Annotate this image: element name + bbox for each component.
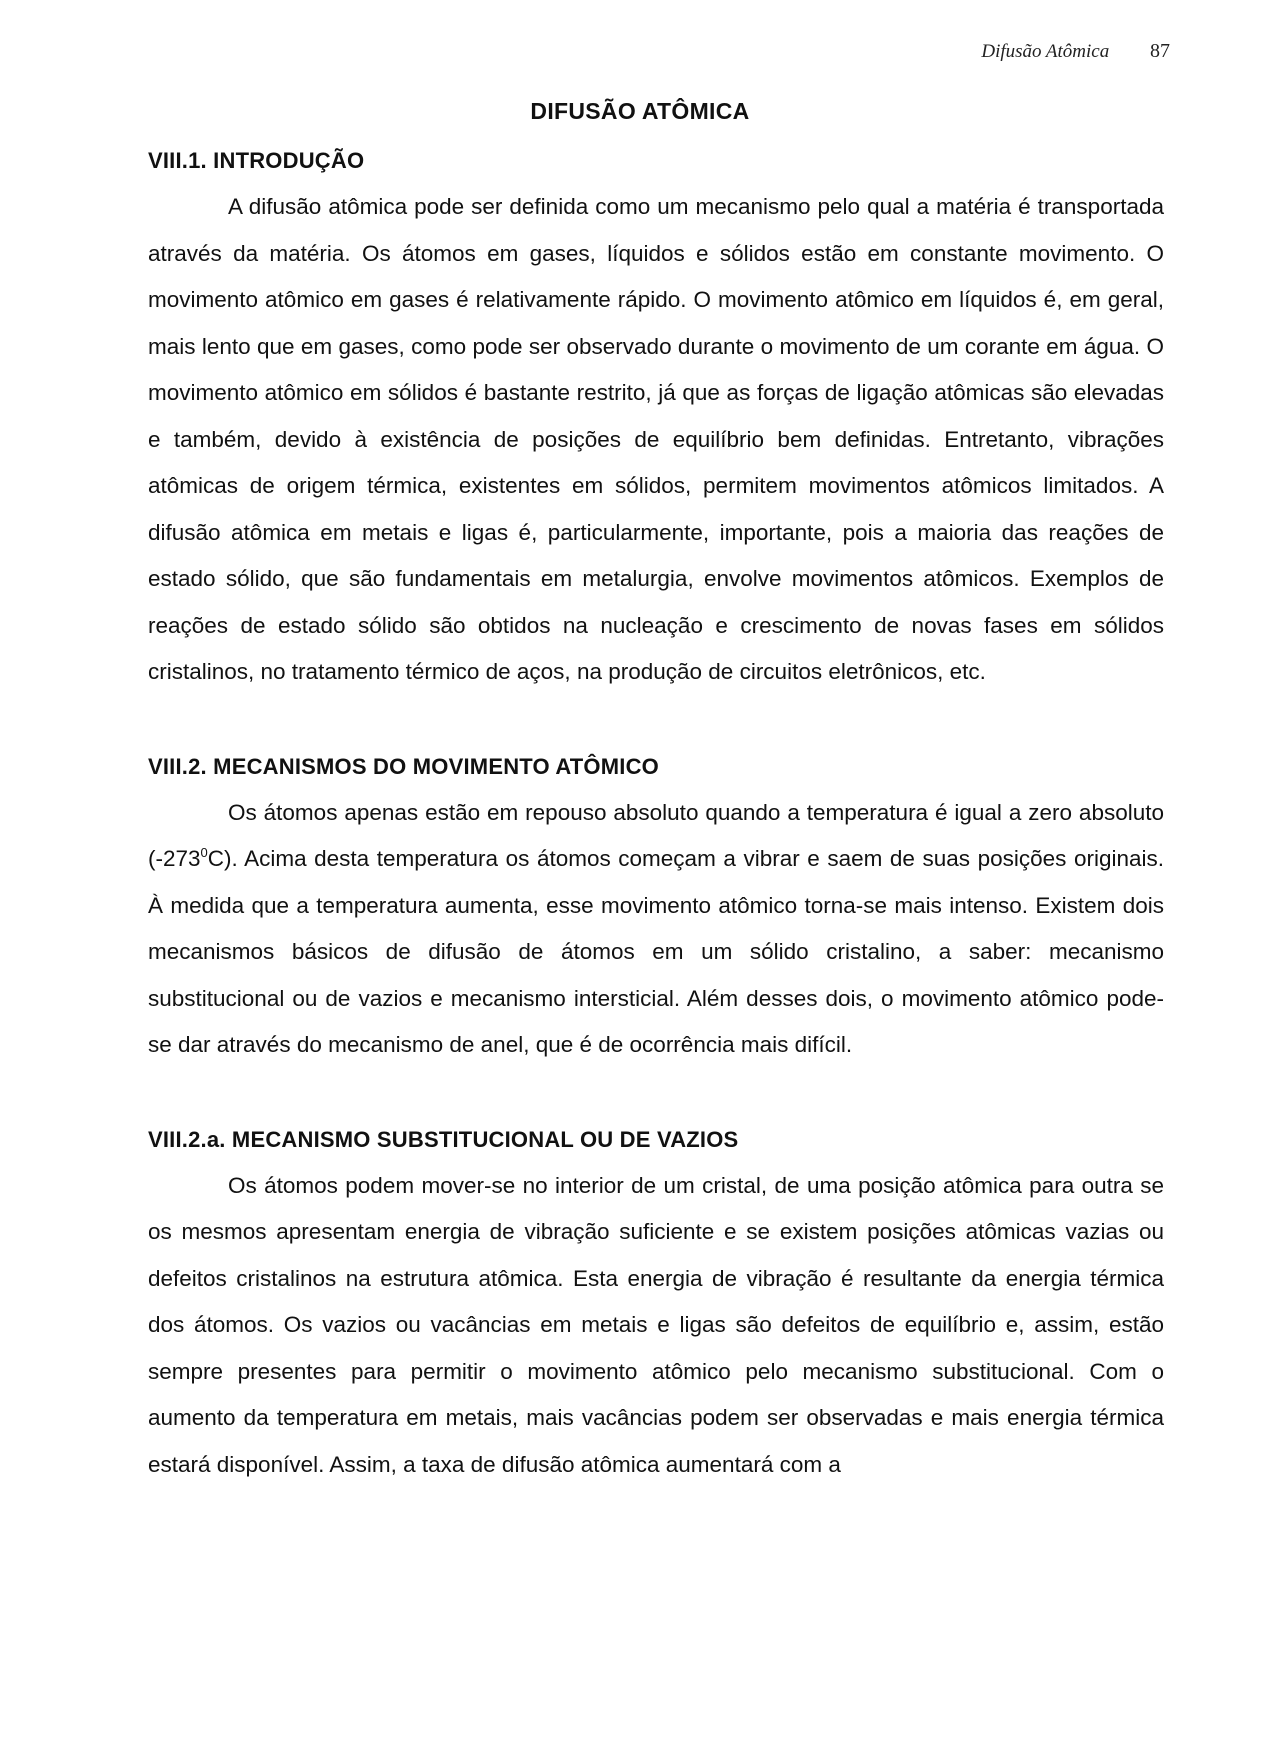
section-mechanisms bbox=[148, 744, 1164, 1069]
running-header bbox=[981, 40, 1170, 63]
paragraph-text: Os átomos apenas estão em repouso absoluto quando a temperatura é igual a zero absoluto (-273 bbox=[148, 799, 1164, 871]
running-title: Difusão Atômica bbox=[981, 41, 1110, 62]
section-introduction bbox=[148, 138, 1164, 696]
paragraph-text: C). Acima desta temperatura os átomos começam a vibrar e saem de suas posições originais. À medida que a temperatura aumenta, esse movimento atômico torna-se mais intenso. Existem dois mecanismos básicos de difusão de átomos em um sólido cristalino, a saber: mecanismo substitucional ou de vazios e mecanismo intersticial. Além desses dois, o movimento atômico pode-se dar através do mecanismo de anel, que é de ocorrência mais difícil. bbox=[148, 846, 1164, 1057]
section-heading: VIII.2.a. MECANISMO SUBSTITUCIONAL OU DE VAZIOS bbox=[148, 1126, 739, 1152]
section-spacer bbox=[148, 1069, 1164, 1117]
section-heading: VIII.2. MECANISMOS DO MOVIMENTO ATÔMICO bbox=[148, 753, 659, 779]
section-paragraph: A difusão atômica pode ser definida como um mecanismo pelo qual a matéria é transportada através da matéria. Os átomos em gases, líquidos e sólidos estão em constante movimento. O movimento atômico em gases é relativamente rápido. O movimento atômico em líquidos é, em geral, mais lento que em gases, como pode ser observado durante o movimento de um corante em água. O movimento atômico em sólidos é bastante restrito, já que as forças de ligação atômicas são elevadas e também, devido à existência de posições de equilíbrio bem definidas. Entretanto, vibrações atômicas de origem térmica, existentes em sólidos, permitem movimentos atômicos limitados. A difusão atômica em metais e ligas é, particularmente, importante, pois a maioria das reações de estado sólido, que são fundamentais em metalurgia, envolve movimentos atômicos. Exemplos de reações de estado sólido são obtidos na nucleação e crescimento de novas fases em sólidos cristalinos, no tratamento térmico de aços, na produção de circuitos eletrônicos, etc. bbox=[148, 194, 1164, 684]
section-heading: VIII.1. INTRODUÇÃO bbox=[148, 148, 365, 173]
page-number: 87 bbox=[1150, 40, 1170, 62]
degree-superscript: 0 bbox=[200, 845, 208, 860]
document-title: DIFUSÃO ATÔMICA bbox=[530, 98, 750, 124]
section-spacer bbox=[148, 696, 1164, 744]
section-substitutional bbox=[148, 1117, 1164, 1489]
document-body bbox=[148, 138, 1164, 1488]
section-paragraph bbox=[148, 790, 1164, 1069]
section-paragraph: Os átomos podem mover-se no interior de um cristal, de uma posição atômica para outra se os mesmos apresentam energia de vibração suficiente e se existem posições atômicas vazias ou defeitos cristalinos na estrutura atômica. Esta energia de vibração é resultante da energia térmica dos átomos. Os vazios ou vacâncias em metais e ligas são defeitos de equilíbrio e, assim, estão sempre presentes para permitir o movimento atômico pelo mecanismo substitucional. Com o aumento da temperatura em metais, mais vacâncias podem ser observadas e mais energia térmica estará disponível. Assim, a taxa de difusão atômica aumentará com a bbox=[148, 1172, 1164, 1477]
